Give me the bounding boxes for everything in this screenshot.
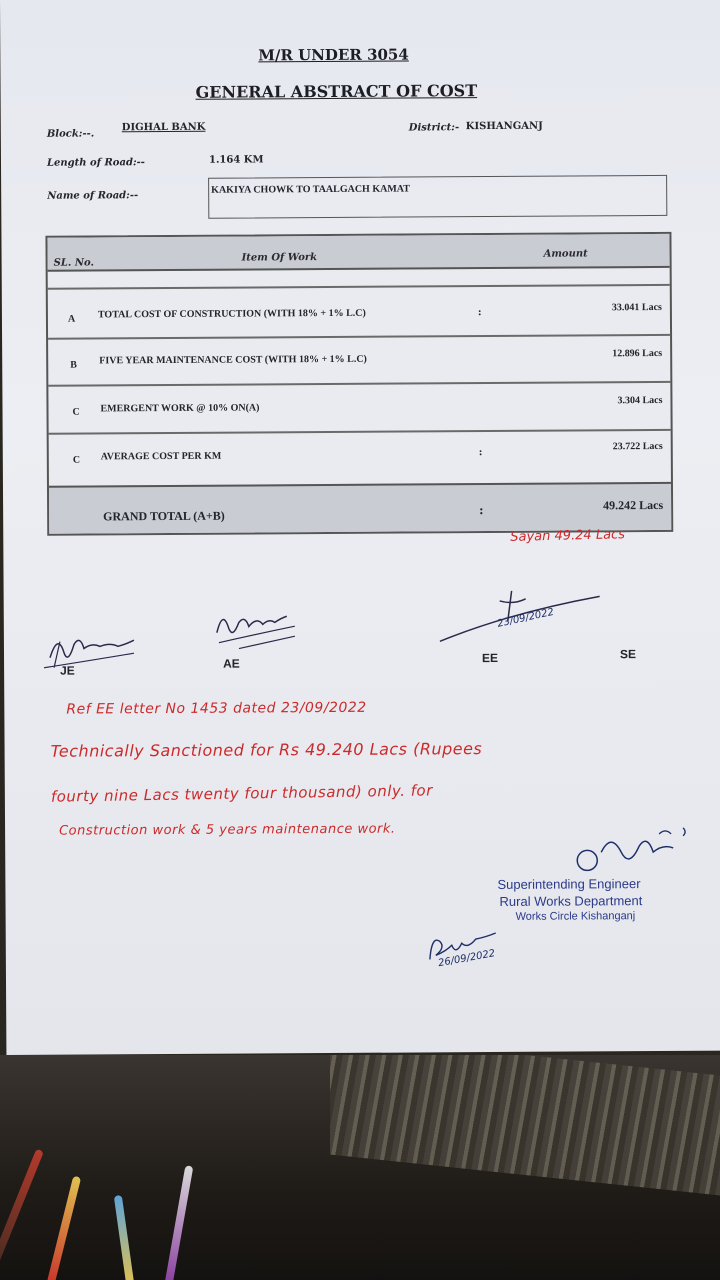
document-title: M/R UNDER 3054 — [258, 45, 409, 65]
row-sl: A — [67, 313, 76, 325]
stamp-title: Superintending Engineer — [497, 876, 641, 892]
header-sl-no: SL. No. — [53, 257, 94, 269]
se-label: SE — [619, 647, 637, 662]
district-value: KISHANGANJ — [465, 120, 543, 133]
row-amount: 33.041 Lacs — [611, 301, 662, 314]
row-divider — [48, 381, 670, 387]
row-item: AVERAGE COST PER KM — [100, 450, 222, 463]
stamp-circle: Works Circle Kishanganj — [515, 910, 636, 923]
grand-total-colon: : — [479, 503, 484, 518]
row-divider — [48, 284, 670, 290]
row-sl: B — [70, 359, 77, 371]
length-value: 1.164 KM — [208, 154, 264, 166]
road-name-label: Name of Road:-- — [47, 190, 139, 202]
row-sl: C — [72, 454, 81, 466]
road-name-value: KAKIYA CHOWK TO TAALGACH KAMAT — [211, 183, 410, 196]
tassel — [165, 1165, 194, 1280]
road-name-box — [208, 175, 667, 219]
grand-total-row — [49, 482, 671, 534]
grand-total-label: GRAND TOTAL (A+B) — [103, 508, 225, 524]
ref-line: Ref EE letter No 1453 dated 23/09/2022 — [66, 699, 367, 718]
background-surface — [0, 1055, 720, 1280]
row-item: FIVE YEAR MAINTENANCE COST (WITH 18% + 1% L.C) — [99, 353, 367, 367]
stamp-department: Rural Works Department — [499, 893, 643, 909]
row-amount: 23.722 Lacs — [612, 440, 663, 453]
row-amount: 3.304 Lacs — [617, 394, 663, 407]
document-subtitle: GENERAL ABSTRACT OF COST — [195, 81, 478, 102]
tassel — [47, 1176, 81, 1280]
row-colon: : — [477, 307, 482, 319]
sayan-note: Sayan 49.24 Lacs — [510, 527, 626, 545]
bottom-date: 26/09/2022 — [437, 948, 497, 970]
ae-label: AE — [223, 656, 240, 671]
cost-table — [45, 232, 673, 536]
row-divider — [48, 334, 670, 340]
length-label: Length of Road:-- — [46, 157, 145, 169]
fabric-pattern — [330, 1055, 720, 1195]
row-divider — [49, 429, 671, 435]
grand-total-amount: 49.242 Lacs — [603, 497, 664, 513]
je-label: JE — [60, 663, 75, 678]
table-header — [47, 234, 669, 272]
row-amount: 12.896 Lacs — [612, 347, 663, 360]
tassel — [0, 1149, 44, 1280]
header-item: Item Of Work — [241, 252, 318, 264]
district-label: District:- — [408, 122, 460, 134]
je-signature — [40, 627, 150, 676]
purpose-line: Construction work & 5 years maintenance work. — [59, 821, 396, 839]
row-item: EMERGENT WORK @ 10% ON(A) — [100, 402, 260, 415]
ee-date: 23/09/2022 — [496, 606, 555, 630]
row-colon: : — [478, 447, 483, 459]
ae-signature — [209, 602, 304, 653]
header-amount: Amount — [543, 248, 588, 260]
block-label: Block:--. — [46, 128, 95, 140]
row-item: TOTAL COST OF CONSTRUCTION (WITH 18% + 1% L.C) — [97, 307, 366, 321]
tassel — [114, 1195, 134, 1280]
amount-words-line: fourty nine Lacs twenty four thousand) only. for — [50, 781, 433, 806]
row-sl: C — [72, 406, 80, 418]
block-value: DIGHAL BANK — [121, 121, 206, 134]
ee-label: EE — [481, 650, 499, 666]
sanction-line: Technically Sanctioned for Rs 49.240 Lacs (Rupees — [50, 739, 483, 761]
